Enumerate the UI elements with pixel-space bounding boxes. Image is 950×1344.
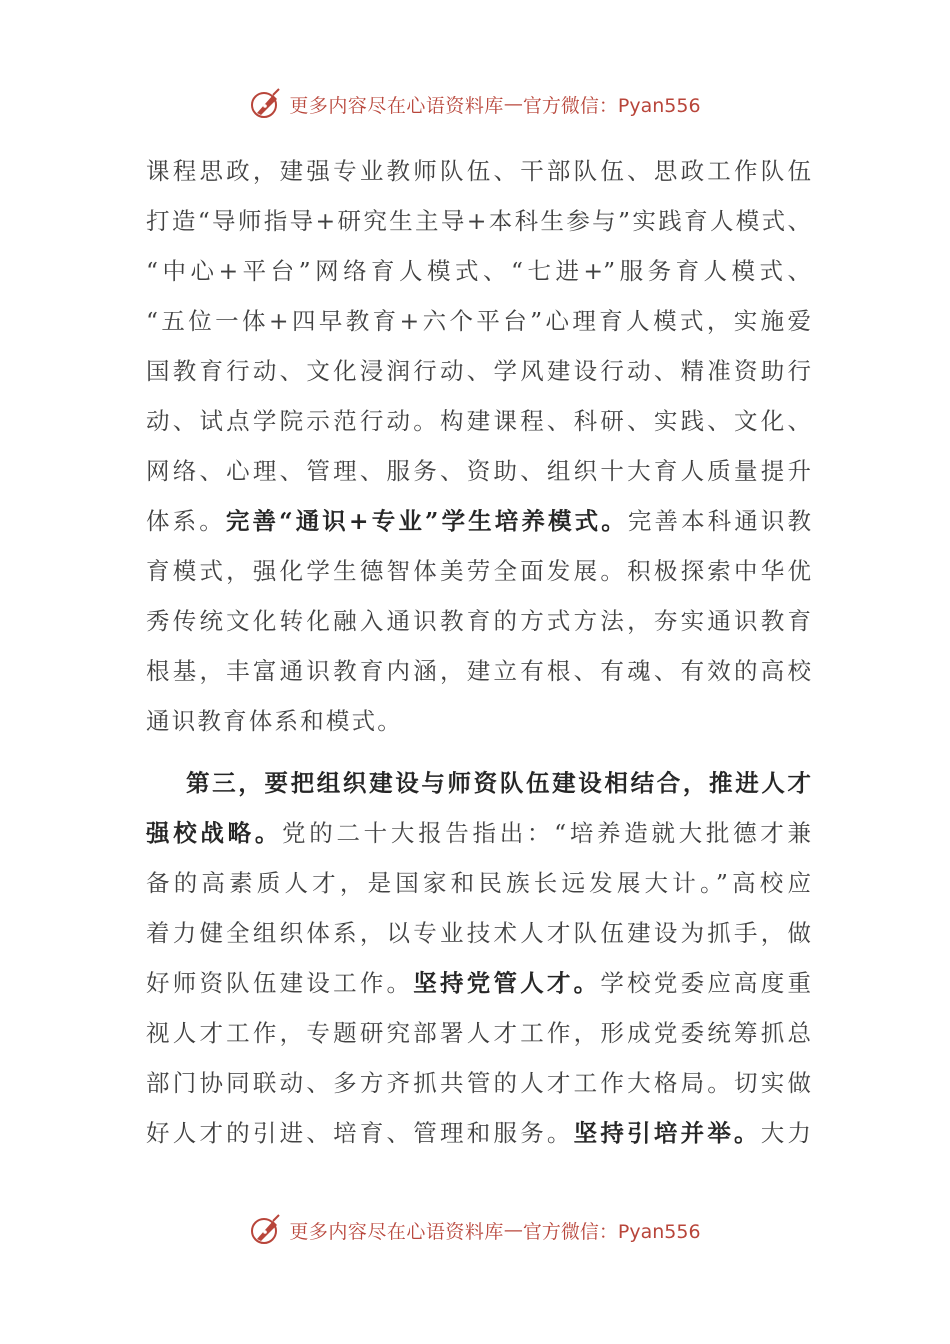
line-text: 好师资队伍建设工作。 — [146, 969, 414, 997]
body-line: 备的高素质人才，是国家和民族长远发展大计。”高校应 — [146, 869, 811, 897]
body-line: 动、试点学院示范行动。构建课程、科研、实践、文化、 — [146, 407, 811, 435]
header-watermark-banner — [0, 84, 950, 124]
line-text: 好人才的引进、培育、管理和服务。 — [146, 1119, 574, 1147]
body-line: 课程思政，建强专业教师队伍、干部队伍、思政工作队伍 — [146, 157, 811, 185]
body-line — [146, 1108, 811, 1158]
banner-title: 更多内容尽在心语资料库 — [289, 1220, 504, 1243]
bold-heading: 完善“通识+专业”学生培养模式。 — [225, 507, 628, 535]
banner-wechat-id: 官方微信：Pyan556 — [522, 1220, 701, 1243]
body-line: 打造“导师指导+研究生主导+本科生参与”实践育人模式、 — [146, 207, 811, 235]
banner-separator: — — [503, 93, 523, 115]
body-line — [146, 958, 811, 1008]
body-line: 育模式，强化学生德智体美劳全面发展。积极探索中华优 — [146, 557, 811, 585]
pen-nib-logo-icon — [249, 1213, 283, 1247]
body-line: 根基，丰富通识教育内涵，建立有根、有魂、有效的高校 — [146, 657, 811, 685]
body-line: 国教育行动、文化浸润行动、学风建设行动、精准资助行 — [146, 357, 811, 385]
banner-title: 更多内容尽在心语资料库 — [289, 94, 504, 117]
line-text: 体系。 — [146, 507, 226, 535]
body-line: 视人才工作，专题研究部署人才工作，形成党委统筹抓总 — [146, 1019, 811, 1047]
bold-heading: 强校战略。 — [146, 819, 283, 847]
banner-separator: — — [503, 1219, 523, 1241]
body-line: “中心+平台”网络育人模式、“七进+”服务育人模式、 — [146, 257, 811, 285]
document-body — [146, 146, 811, 1158]
bold-heading: 坚持引培并举。 — [573, 1119, 761, 1147]
banner-wechat-id: 官方微信：Pyan556 — [522, 94, 701, 117]
bold-heading: 第三，要把组织建设与师资队伍建设相结合，推进人才 — [186, 769, 811, 797]
body-line — [146, 808, 811, 858]
line-text: 学校党委应高度重 — [600, 969, 812, 997]
body-line: 秀传统文化转化融入通识教育的方式方法，夯实通识教育 — [146, 607, 811, 635]
body-line: 部门协同联动、多方齐抓共管的人才工作大格局。切实做 — [146, 1069, 811, 1097]
body-line: 着力健全组织体系，以专业技术人才队伍建设为抓手，做 — [146, 919, 811, 947]
line-text: 党的二十大报告指出：“培养造就大批德才兼 — [282, 819, 812, 847]
body-line — [146, 496, 811, 546]
footer-watermark-banner — [0, 1210, 950, 1250]
body-line: 网络、心理、管理、服务、资助、组织十大育人质量提升 — [146, 457, 811, 485]
section-heading-line — [146, 758, 811, 808]
body-line: “五位一体+四早教育+六个平台”心理育人模式，实施爱 — [146, 307, 811, 335]
line-text: 大力 — [760, 1119, 812, 1147]
line-text: 完善本科通识教 — [627, 507, 812, 535]
body-line: 通识教育体系和模式。 — [146, 707, 403, 735]
pen-nib-logo-icon — [249, 87, 283, 121]
bold-heading: 坚持党管人才。 — [413, 969, 601, 997]
